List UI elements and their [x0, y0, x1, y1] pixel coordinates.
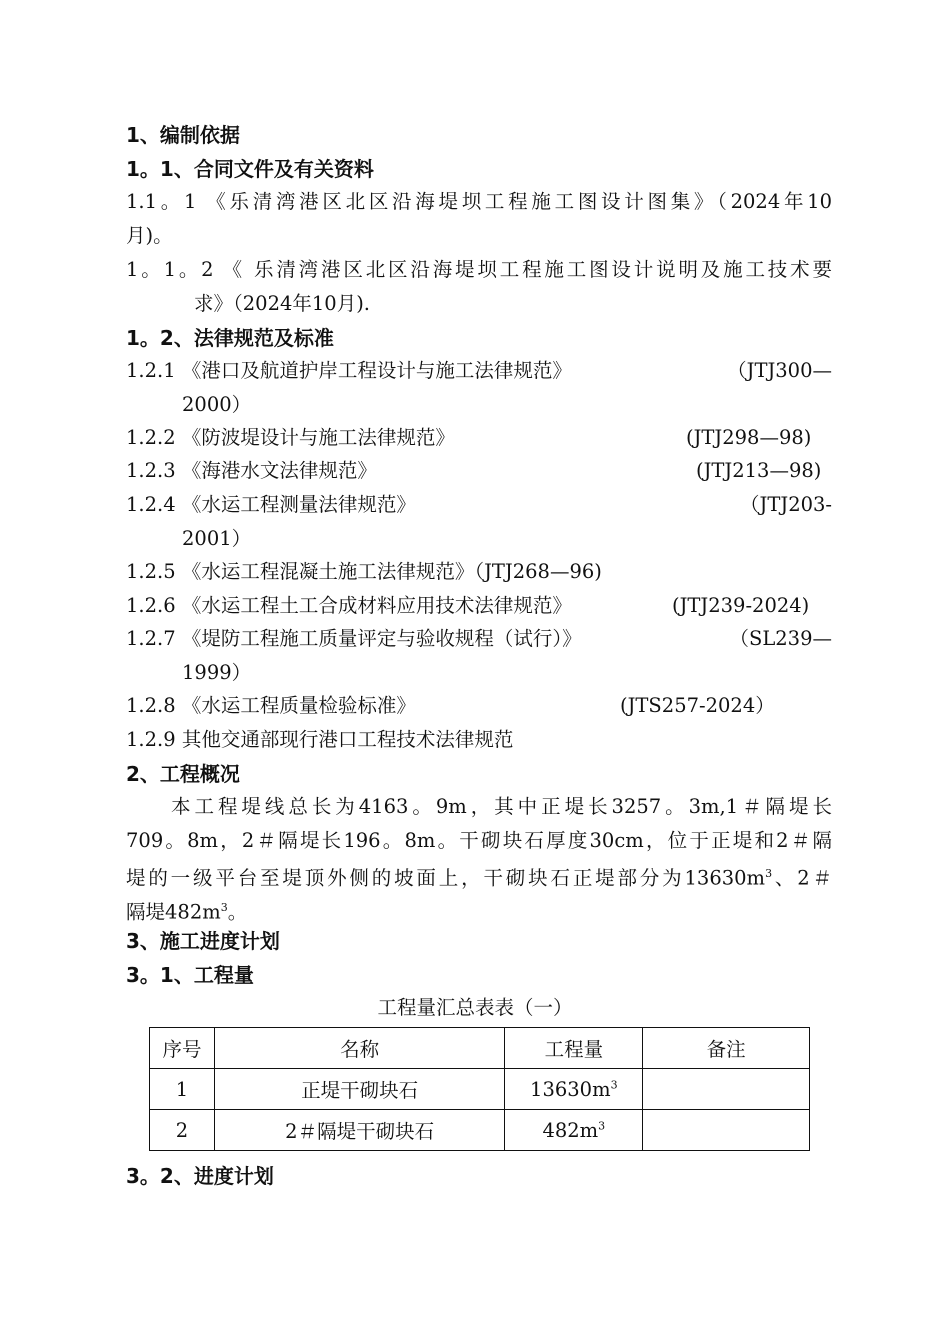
- header-no: 序号: [150, 1028, 215, 1069]
- superscript: 3: [220, 901, 228, 914]
- overview-text: 隔堤482m: [126, 900, 221, 924]
- overview-text: 、2＃: [772, 866, 832, 890]
- overview-line-1: 本工程堤线总长为4163。9m，其中正堤长3257。3m,1＃隔堤长: [171, 795, 832, 818]
- standard-title: 《海港水文法律规范》: [181, 459, 377, 482]
- standard-code-continued: 1999）: [182, 661, 252, 684]
- superscript: 3: [765, 867, 773, 880]
- standard-number: 1.2.3: [126, 459, 176, 482]
- cell-name: 2＃隔堤干砌块石: [214, 1110, 504, 1151]
- standard-title: 《港口及航道护岸工程设计与施工法律规范》: [181, 359, 572, 382]
- standard-code-continued: 2001）: [182, 527, 252, 550]
- heading-3: 3、施工进度计划: [126, 929, 280, 953]
- superscript: 3: [610, 1078, 618, 1091]
- ref-1-1-1-line2: 月)。: [126, 224, 173, 247]
- table-row: [150, 1110, 810, 1151]
- qty-value: 13630m: [530, 1077, 611, 1101]
- standard-number: 1.2.8: [126, 694, 176, 717]
- standard-number: 1.2.4: [126, 493, 176, 516]
- standard-item: [126, 458, 377, 484]
- standard-item: [126, 559, 602, 585]
- standard-item: [126, 626, 832, 652]
- cell-name: 正堤干砌块石: [214, 1069, 504, 1110]
- standard-number: 1.2.9: [126, 728, 176, 751]
- heading-2: 2、工程概况: [126, 762, 240, 786]
- standard-text: [126, 626, 582, 652]
- heading-1: 1、编制依据: [126, 123, 240, 147]
- cell-qty: [505, 1110, 643, 1151]
- standard-title: 其他交通部现行港口工程技术法律规范: [181, 728, 514, 751]
- standard-title: 《水运工程质量检验标准》: [181, 694, 416, 717]
- standard-number: 1.2.5: [126, 560, 176, 583]
- overview-text: 。: [227, 900, 248, 924]
- standard-title: 《堤防工程施工质量评定与验收规程（试行）》: [181, 627, 582, 650]
- superscript: 3: [598, 1119, 606, 1132]
- cell-note: [643, 1069, 810, 1110]
- standard-text: [126, 492, 416, 518]
- cell-qty: [505, 1069, 643, 1110]
- standard-item: [126, 358, 832, 384]
- standard-code: （SL239—: [729, 627, 832, 650]
- standard-item: [126, 593, 572, 619]
- heading-1-2: 1。2、法律规范及标准: [126, 326, 334, 350]
- heading-3-1: 3。1、工程量: [126, 963, 254, 987]
- standard-code: （JTJ300—: [727, 359, 832, 382]
- table-header-row: [150, 1028, 810, 1069]
- ref-1-1-1-line1: 1.1。1 《乐清湾港区北区沿海堤坝工程施工图设计图集》（2024年10: [126, 190, 832, 213]
- header-name: 名称: [214, 1028, 504, 1069]
- quantity-table: [149, 1027, 810, 1151]
- standard-code: (JTS257-2024）: [620, 694, 775, 717]
- heading-3-2: 3。2、进度计划: [126, 1164, 274, 1188]
- heading-1-1: 1。1、合同文件及有关资料: [126, 157, 374, 181]
- overview-line-3: [126, 861, 832, 892]
- standard-title: 《水运工程测量法律规范》: [181, 493, 416, 516]
- standard-number: 1.2.1: [126, 359, 176, 382]
- overview-text: 堤的一级平台至堤顶外侧的坡面上，干砌块石正堤部分为13630m: [126, 866, 766, 890]
- standard-number: 1.2.6: [126, 594, 176, 617]
- table-row: [150, 1069, 810, 1110]
- ref-1-1-2-line2: 求》（2024年10月).: [194, 292, 370, 315]
- standard-text: [126, 358, 572, 384]
- standard-code: (JTJ298—98): [686, 426, 812, 449]
- standard-title: 《水运工程混凝土施工法律规范》（JTJ268—96): [181, 560, 602, 583]
- standard-code-continued: 2000）: [182, 393, 252, 416]
- standard-item: [126, 727, 513, 753]
- header-qty: 工程量: [505, 1028, 643, 1069]
- header-note: 备注: [643, 1028, 810, 1069]
- cell-no: 1: [150, 1069, 215, 1110]
- overview-line-2: 709。8m，2＃隔堤长196。8m。干砌块石厚度30cm，位于正堤和2＃隔: [126, 829, 832, 852]
- overview-line-4: [126, 895, 247, 926]
- table-caption: 工程量汇总表表（一）: [377, 996, 573, 1019]
- standard-title: 《防波堤设计与施工法律规范》: [181, 426, 455, 449]
- standard-code: (JTJ213—98): [696, 459, 822, 482]
- standard-title: 《水运工程土工合成材料应用技术法律规范》: [181, 594, 572, 617]
- standard-item: [126, 693, 416, 719]
- cell-no: 2: [150, 1110, 215, 1151]
- standard-item: [126, 492, 832, 518]
- ref-1-1-2-line1: 1。1。2 《 乐清湾港区北区沿海堤坝工程施工图设计说明及施工技术要: [126, 258, 832, 281]
- cell-note: [643, 1110, 810, 1151]
- standard-number: 1.2.7: [126, 627, 176, 650]
- qty-value: 482m: [542, 1118, 599, 1142]
- standard-code: （JTJ203-: [740, 493, 832, 516]
- standard-number: 1.2.2: [126, 426, 176, 449]
- standard-item: [126, 425, 455, 451]
- standard-code: (JTJ239-2024): [672, 594, 810, 617]
